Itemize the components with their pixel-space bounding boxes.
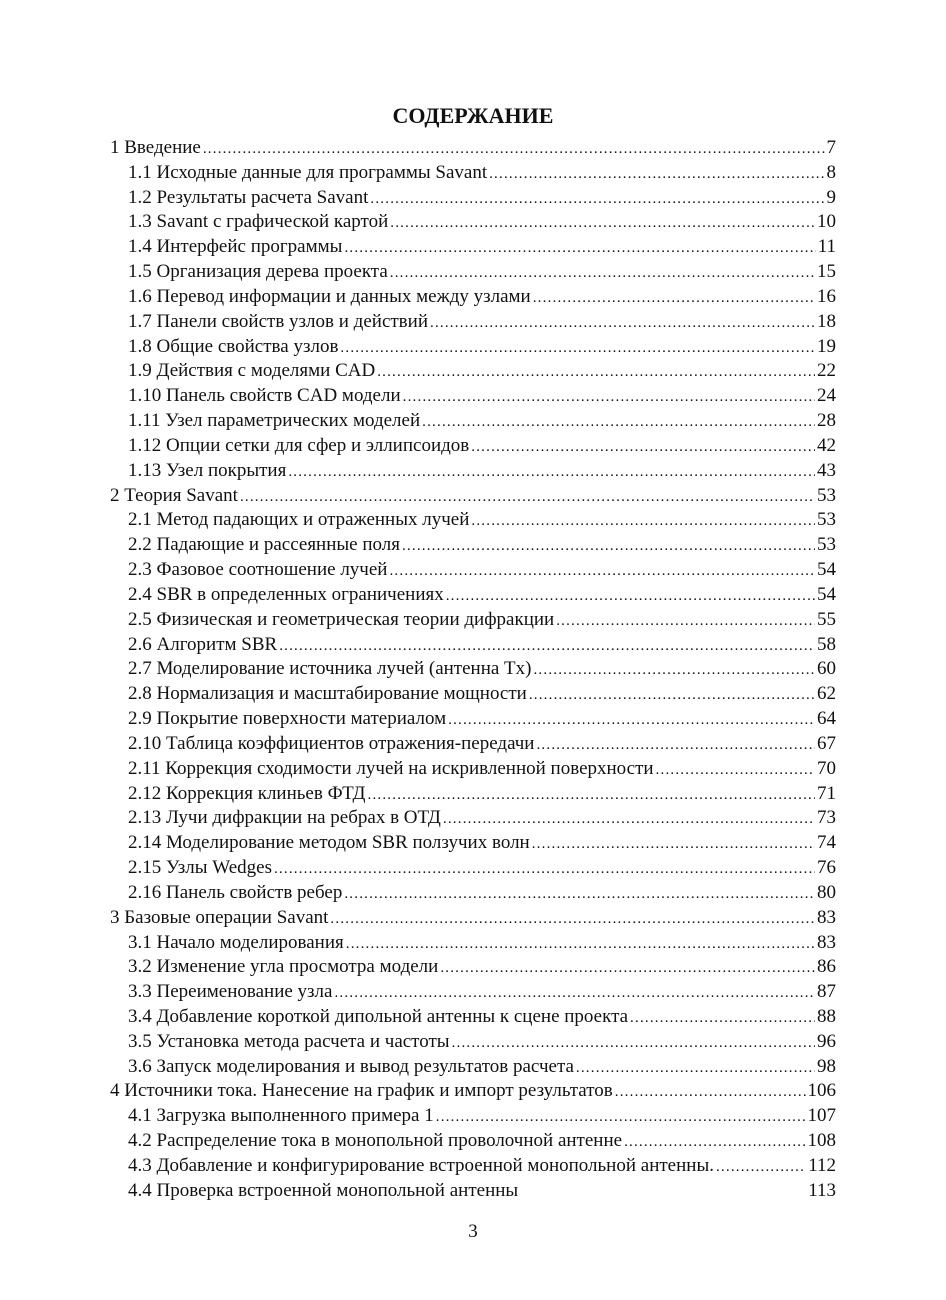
- dot-leader: [533, 658, 815, 683]
- toc-entry[interactable]: [110, 1030, 836, 1055]
- toc-entry-page: 80: [817, 881, 836, 903]
- toc-entry[interactable]: [110, 633, 836, 658]
- toc-entry-label: 2.1 Метод падающих и отраженных лучей: [128, 509, 470, 531]
- toc-entry-label: 3.1 Начало моделирования: [128, 931, 344, 953]
- dot-leader: [448, 708, 815, 733]
- toc-entry-label: 3.3 Переименование узла: [128, 981, 333, 1003]
- toc-entry[interactable]: [110, 409, 836, 434]
- toc-entry-page: 19: [817, 335, 836, 357]
- toc-entry-label: 1.8 Общие свойства узлов: [128, 335, 339, 357]
- toc-entry-label: 4.1 Загрузка выполненного примера 1: [128, 1105, 434, 1127]
- dot-leader: [346, 932, 815, 957]
- toc-entry-label: 2 Теория Savant: [110, 484, 238, 506]
- toc-entry-page: 11: [817, 236, 836, 258]
- toc-entry[interactable]: [110, 1005, 836, 1030]
- toc-entry-page: 22: [817, 360, 836, 382]
- toc-entry-label: 1.6 Перевод информации и данных между узлами: [128, 285, 531, 307]
- toc-entry[interactable]: [110, 335, 836, 360]
- dot-leader: [443, 807, 815, 832]
- dot-leader: [340, 336, 815, 361]
- toc-entry[interactable]: [110, 831, 836, 856]
- toc-entry-label: 3.4 Добавление короткой дипольной антенны к сцене проекта: [128, 1005, 629, 1027]
- toc-entry[interactable]: [110, 1055, 836, 1080]
- toc-entry-page: 67: [817, 732, 836, 754]
- dot-leader: [288, 460, 815, 485]
- dot-leader: [489, 162, 824, 187]
- toc-entry[interactable]: [110, 682, 836, 707]
- toc-entry-label: 2.3 Фазовое соотношение лучей: [128, 559, 388, 581]
- toc-entry[interactable]: [110, 782, 836, 807]
- toc-entry-page: 83: [817, 906, 836, 928]
- dot-leader: [529, 683, 815, 708]
- toc-entry[interactable]: [110, 161, 836, 186]
- dot-leader: [446, 584, 815, 609]
- dot-leader: [533, 286, 815, 311]
- toc-entry-page: 54: [817, 559, 836, 581]
- toc-entry-page: 18: [817, 310, 836, 332]
- toc-entry-page: 43: [817, 459, 836, 481]
- dot-leader: [471, 435, 815, 460]
- toc-entry[interactable]: [110, 1129, 836, 1154]
- toc-entry[interactable]: [110, 285, 836, 310]
- toc-entry-label: 3.6 Запуск моделирования и вывод результатов расчета: [128, 1055, 574, 1077]
- toc-entry-page: 96: [817, 1030, 836, 1052]
- toc-entry-label: 2.16 Панель свойств ребер: [128, 881, 343, 903]
- toc-entry-label: 1.2 Результаты расчета Savant: [128, 186, 369, 208]
- dot-leader: [390, 211, 815, 236]
- toc-entry-label: 3.5 Установка метода расчета и частоты: [128, 1030, 450, 1052]
- toc-entry[interactable]: [110, 657, 836, 682]
- dot-leader: [334, 981, 815, 1006]
- toc-entry[interactable]: [110, 608, 836, 633]
- toc-entry-page: 24: [817, 385, 836, 407]
- dot-leader: [430, 311, 815, 336]
- toc-entry-page: 60: [817, 658, 836, 680]
- toc-entry-label: 1.3 Savant с графической картой: [128, 211, 389, 233]
- toc-entry[interactable]: [110, 1104, 836, 1129]
- toc-entry-label: 1.10 Панель свойств CAD модели: [128, 385, 401, 407]
- toc-entry-page: 53: [817, 509, 836, 531]
- toc-entry-label: 2.7 Моделирование источника лучей (антенна Tx): [128, 658, 532, 680]
- dot-leader: [274, 857, 815, 882]
- table-of-contents: [110, 136, 836, 1204]
- toc-entry-label: 3.2 Изменение угла просмотра модели: [128, 956, 439, 978]
- toc-entry[interactable]: [110, 757, 836, 782]
- dot-leader: [615, 1080, 806, 1105]
- toc-entry-page: 62: [817, 683, 836, 705]
- toc-entry-page: 7: [826, 137, 836, 158]
- toc-entry-page: 87: [817, 981, 836, 1003]
- toc-entry[interactable]: [110, 806, 836, 831]
- dot-leader: [532, 832, 815, 857]
- toc-entry[interactable]: [110, 186, 836, 211]
- toc-entry-page: 53: [817, 484, 836, 506]
- toc-entry-page: 8: [826, 161, 836, 183]
- toc-entry-label: 1.13 Узел покрытия: [128, 459, 287, 481]
- dot-leader: [716, 1155, 806, 1180]
- dot-leader: [368, 783, 816, 808]
- toc-entry-page: 106: [807, 1080, 836, 1102]
- dot-leader: [203, 137, 825, 162]
- toc-entry-page: 86: [817, 956, 836, 978]
- dot-leader: [344, 236, 815, 261]
- page-number: 3: [468, 1221, 478, 1242]
- toc-entry-label: 2.9 Покрытие поверхности материалом: [128, 708, 447, 730]
- toc-entry[interactable]: [110, 906, 836, 931]
- toc-entry[interactable]: [110, 707, 836, 732]
- toc-entry-page: 9: [826, 186, 836, 208]
- toc-entry-page: 70: [817, 757, 836, 779]
- toc-entry[interactable]: [110, 955, 836, 980]
- toc-entry-label: 2.8 Нормализация и масштабирование мощности: [128, 683, 527, 705]
- toc-entry-label: 2.6 Алгоритм SBR: [128, 633, 278, 655]
- toc-entry-label: 2.14 Моделирование методом SBR ползучих волн: [128, 832, 530, 854]
- toc-entry-page: 10: [817, 211, 836, 233]
- toc-entry[interactable]: [110, 508, 836, 533]
- toc-entry-page: 107: [807, 1105, 836, 1127]
- dot-leader: [576, 1056, 815, 1081]
- toc-entry[interactable]: [110, 980, 836, 1005]
- toc-entry[interactable]: [110, 1179, 836, 1204]
- dot-leader: [370, 187, 824, 212]
- toc-entry[interactable]: [110, 856, 836, 881]
- toc-entry[interactable]: [110, 558, 836, 583]
- toc-entry-label: 4.4 Проверка встроенной монопольной антенны: [128, 1179, 519, 1201]
- dot-leader: [390, 261, 815, 286]
- dot-leader: [624, 1130, 805, 1155]
- toc-entry[interactable]: [110, 310, 836, 335]
- toc-entry-label: 1.12 Опции сетки для сфер и эллипсоидов: [128, 434, 470, 456]
- dot-leader: [436, 1105, 806, 1130]
- toc-entry[interactable]: [110, 136, 836, 161]
- toc-entry[interactable]: [110, 484, 836, 509]
- page-title: СОДЕРЖАНИЕ: [392, 103, 554, 128]
- toc-entry[interactable]: [110, 260, 836, 285]
- dot-leader: [402, 534, 815, 559]
- toc-entry-label: 2.13 Лучи дифракции на ребрах в ОТД: [128, 807, 441, 829]
- toc-entry[interactable]: [110, 235, 836, 260]
- toc-entry[interactable]: [110, 1079, 836, 1104]
- toc-entry-label: 2.10 Таблица коэффициентов отражения-передачи: [128, 732, 535, 754]
- toc-entry-page: 71: [817, 782, 836, 804]
- toc-entry-page: 74: [817, 832, 836, 854]
- toc-entry-page: 112: [808, 1154, 836, 1176]
- toc-entry[interactable]: [110, 210, 836, 235]
- dot-leader: [330, 907, 815, 932]
- toc-entry-page: 58: [817, 633, 836, 655]
- toc-entry-page: 64: [817, 708, 836, 730]
- toc-entry-label: 1 Введение: [110, 137, 201, 158]
- dot-leader: [536, 733, 815, 758]
- toc-entry-label: 1.5 Организация дерева проекта: [128, 261, 388, 283]
- toc-entry-page: 113: [808, 1179, 836, 1201]
- toc-entry-label: 4.2 Распределение тока в монопольной проволочной антенне: [128, 1130, 623, 1152]
- toc-entry-page: 108: [807, 1130, 836, 1152]
- toc-entry-page: 42: [817, 434, 836, 456]
- dot-leader: [452, 1031, 815, 1056]
- toc-entry-label: 4 Источники тока. Нанесение на график и импорт результатов: [110, 1080, 613, 1102]
- dot-leader: [656, 758, 815, 783]
- toc-entry-page: 98: [817, 1055, 836, 1077]
- toc-entry[interactable]: [110, 583, 836, 608]
- toc-entry-page: 16: [817, 285, 836, 307]
- toc-entry-page: 54: [817, 583, 836, 605]
- dot-leader: [377, 360, 815, 385]
- toc-entry[interactable]: [110, 359, 836, 384]
- toc-entry-label: 1.9 Действия с моделями CAD: [128, 360, 376, 382]
- toc-entry-label: 3 Базовые операции Savant: [110, 906, 329, 928]
- toc-entry[interactable]: [110, 931, 836, 956]
- toc-entry-page: 83: [817, 931, 836, 953]
- toc-entry[interactable]: [110, 434, 836, 459]
- toc-entry-label: 1.7 Панели свойств узлов и действий: [128, 310, 428, 332]
- dot-leader: [556, 609, 815, 634]
- toc-entry-label: 2.5 Физическая и геометрическая теории дифракции: [128, 608, 555, 630]
- toc-entry-page: 76: [817, 857, 836, 879]
- dot-leader: [344, 882, 815, 907]
- dot-leader: [403, 385, 815, 410]
- dot-leader: [630, 1006, 815, 1031]
- toc-entry-label: 1.1 Исходные данные для программы Savant: [128, 161, 488, 183]
- toc-entry-page: 53: [817, 534, 836, 556]
- toc-entry-page: 55: [817, 608, 836, 630]
- dot-leader: [422, 410, 815, 435]
- toc-entry-page: 73: [817, 807, 836, 829]
- toc-entry-label: 2.4 SBR в определенных ограничениях: [128, 583, 444, 605]
- toc-entry-label: 2.2 Падающие и рассеянные поля: [128, 534, 400, 556]
- toc-entry-page: 88: [817, 1005, 836, 1027]
- toc-entry[interactable]: [110, 1154, 836, 1179]
- toc-entry-label: 1.4 Интерфейс программы: [128, 236, 343, 258]
- dot-leader: [389, 559, 815, 584]
- toc-entry[interactable]: [110, 459, 836, 484]
- dot-leader: [279, 634, 815, 659]
- toc-entry-page: 28: [817, 410, 836, 432]
- toc-entry[interactable]: [110, 533, 836, 558]
- toc-entry[interactable]: [110, 881, 836, 906]
- toc-entry-label: 2.12 Коррекция клиньев ФТД: [128, 782, 366, 804]
- dot-leader: [440, 956, 815, 981]
- toc-entry[interactable]: [110, 732, 836, 757]
- dot-leader: [240, 485, 815, 510]
- toc-entry-label: 4.3 Добавление и конфигурирование встроенной монопольной антенны.: [128, 1154, 714, 1176]
- dot-leader: [471, 509, 815, 534]
- toc-entry-label: 1.11 Узел параметрических моделей: [128, 410, 421, 432]
- toc-entry-label: 2.11 Коррекция сходимости лучей на искривленной поверхности: [128, 757, 654, 779]
- toc-entry-label: 2.15 Узлы Wedges: [128, 857, 272, 879]
- toc-entry-page: 15: [817, 261, 836, 283]
- toc-entry[interactable]: [110, 384, 836, 409]
